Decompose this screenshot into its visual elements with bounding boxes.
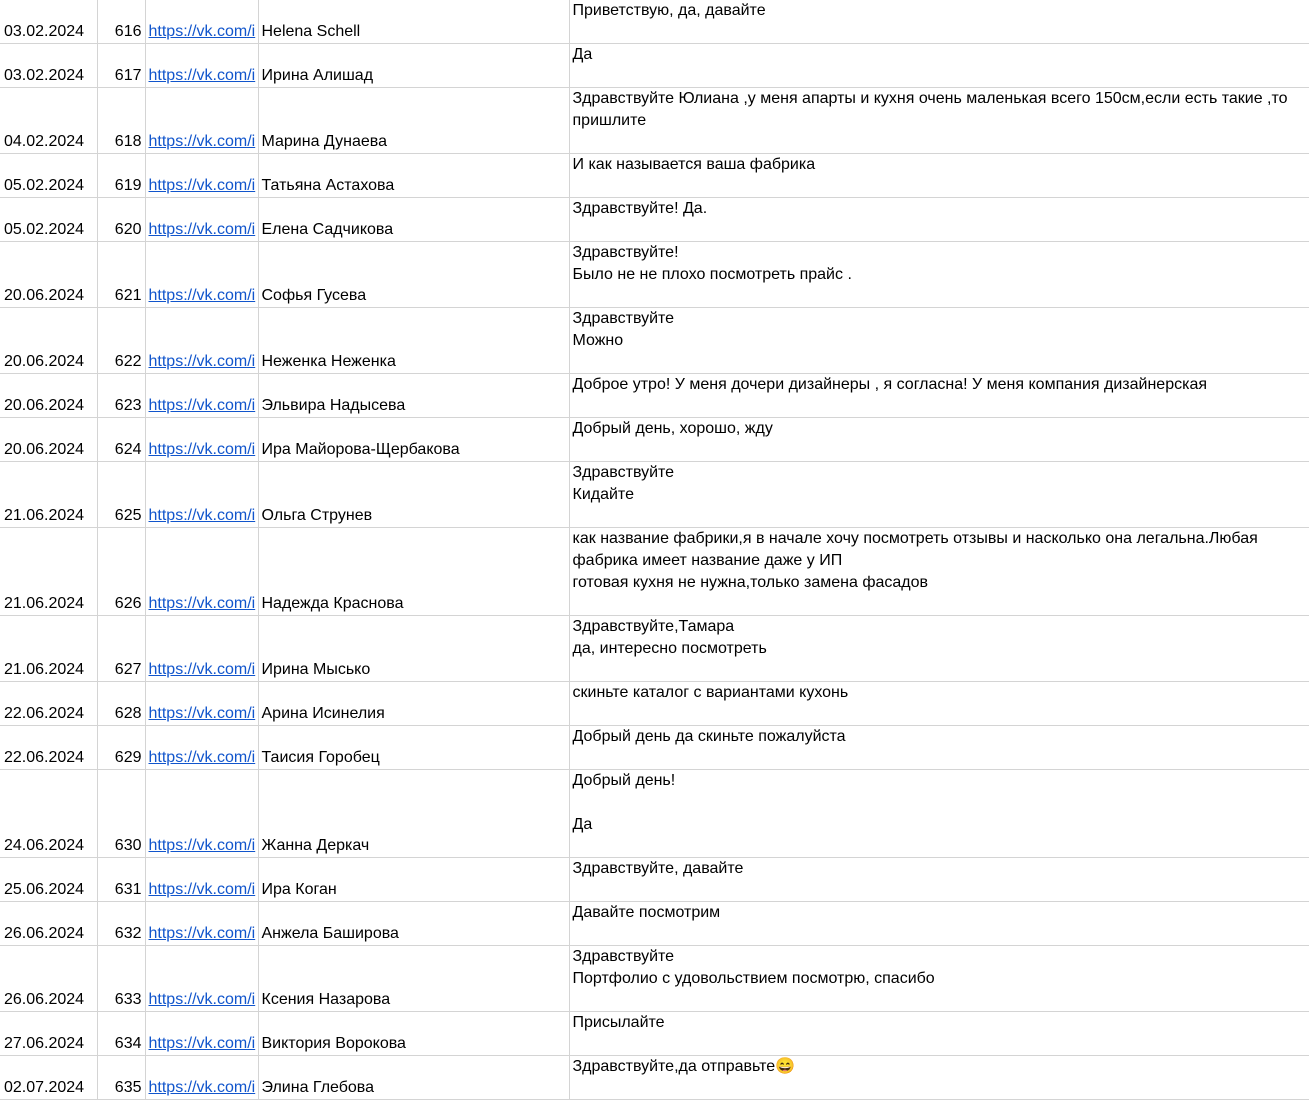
date-cell[interactable]: 22.06.2024 — [0, 726, 97, 770]
profile-link[interactable]: https://vk.com/i — [148, 705, 256, 722]
date-cell[interactable]: 25.06.2024 — [0, 858, 97, 902]
date-cell[interactable]: 26.06.2024 — [0, 946, 97, 1012]
profile-link[interactable]: https://vk.com/i — [148, 353, 256, 370]
table-row — [0, 726, 1309, 770]
date-cell[interactable]: 22.06.2024 — [0, 682, 97, 726]
name-cell[interactable]: Марина Дунаева — [258, 88, 569, 154]
number-cell[interactable]: 622 — [97, 308, 145, 374]
table-row — [0, 242, 1309, 308]
date-cell[interactable]: 26.06.2024 — [0, 902, 97, 946]
link-cell[interactable] — [145, 770, 258, 858]
link-cell[interactable] — [145, 198, 258, 242]
message-cell[interactable]: Давайте посмотрим — [569, 902, 1309, 946]
message-cell[interactable]: Присылайте — [569, 1012, 1309, 1056]
name-cell[interactable]: Елена Садчикова — [258, 198, 569, 242]
link-cell[interactable] — [145, 726, 258, 770]
link-cell[interactable] — [145, 0, 258, 44]
table-row — [0, 154, 1309, 198]
number-cell[interactable]: 618 — [97, 88, 145, 154]
table-row — [0, 1012, 1309, 1056]
date-cell[interactable]: 04.02.2024 — [0, 88, 97, 154]
name-cell[interactable]: Татьяна Астахова — [258, 154, 569, 198]
number-cell[interactable]: 619 — [97, 154, 145, 198]
date-cell[interactable]: 05.02.2024 — [0, 198, 97, 242]
name-cell[interactable]: Софья Гусева — [258, 242, 569, 308]
link-cell[interactable] — [145, 1056, 258, 1100]
message-cell[interactable]: Доброе утро! У меня дочери дизайнеры , я согласна! У меня компания дизайнерская — [569, 374, 1309, 418]
profile-link[interactable]: https://vk.com/i — [148, 397, 256, 414]
profile-link[interactable]: https://vk.com/i — [148, 133, 256, 150]
name-cell[interactable]: Helena Schell — [258, 0, 569, 44]
number-cell[interactable]: 632 — [97, 902, 145, 946]
link-cell[interactable] — [145, 242, 258, 308]
message-cell[interactable]: И как называется ваша фабрика — [569, 154, 1309, 198]
link-cell[interactable] — [145, 154, 258, 198]
link-cell[interactable] — [145, 418, 258, 462]
profile-link[interactable]: https://vk.com/i — [148, 749, 256, 766]
date-cell[interactable]: 21.06.2024 — [0, 616, 97, 682]
link-cell[interactable] — [145, 616, 258, 682]
number-cell[interactable]: 616 — [97, 0, 145, 44]
link-cell[interactable] — [145, 308, 258, 374]
message-cell[interactable]: скиньте каталог с вариантами кухонь — [569, 682, 1309, 726]
table-row — [0, 462, 1309, 528]
name-cell[interactable]: Арина Исинелия — [258, 682, 569, 726]
number-cell[interactable]: 631 — [97, 858, 145, 902]
number-cell[interactable]: 625 — [97, 462, 145, 528]
number-cell[interactable]: 629 — [97, 726, 145, 770]
name-cell[interactable]: Надежда Краснова — [258, 528, 569, 616]
name-cell[interactable]: Эльвира Надысева — [258, 374, 569, 418]
date-cell[interactable]: 24.06.2024 — [0, 770, 97, 858]
link-cell[interactable] — [145, 682, 258, 726]
number-cell[interactable]: 634 — [97, 1012, 145, 1056]
table-row — [0, 374, 1309, 418]
table-row — [0, 946, 1309, 1012]
profile-link[interactable]: https://vk.com/i — [148, 177, 256, 194]
name-cell[interactable]: Ира Майорова-Щербакова — [258, 418, 569, 462]
profile-link[interactable]: https://vk.com/i — [148, 23, 256, 40]
table-row — [0, 308, 1309, 374]
link-cell[interactable] — [145, 374, 258, 418]
number-cell[interactable]: 628 — [97, 682, 145, 726]
profile-link[interactable]: https://vk.com/i — [148, 1079, 256, 1096]
message-cell[interactable]: Здравствуйте Портфолио с удовольствием посмотрю, спасибо — [569, 946, 1309, 1012]
link-cell[interactable] — [145, 858, 258, 902]
link-cell[interactable] — [145, 946, 258, 1012]
table-row — [0, 770, 1309, 858]
number-cell[interactable]: 630 — [97, 770, 145, 858]
name-cell[interactable]: Неженка Неженка — [258, 308, 569, 374]
message-cell[interactable]: Здравствуйте! Да. — [569, 198, 1309, 242]
message-cell[interactable]: Здравствуйте! Было не не плохо посмотреть прайс . — [569, 242, 1309, 308]
link-cell[interactable] — [145, 902, 258, 946]
table-row — [0, 0, 1309, 44]
table-row — [0, 902, 1309, 946]
table-row — [0, 616, 1309, 682]
name-cell[interactable]: Ирина Алишад — [258, 44, 569, 88]
table-row — [0, 44, 1309, 88]
link-cell[interactable] — [145, 528, 258, 616]
date-cell[interactable]: 20.06.2024 — [0, 374, 97, 418]
profile-link[interactable]: https://vk.com/i — [148, 661, 256, 678]
date-cell[interactable]: 03.02.2024 — [0, 0, 97, 44]
name-cell[interactable]: Ирина Мысько — [258, 616, 569, 682]
message-cell[interactable]: Здравствуйте,да отправьте😄 — [569, 1056, 1309, 1100]
number-cell[interactable]: 621 — [97, 242, 145, 308]
number-cell[interactable]: 633 — [97, 946, 145, 1012]
date-cell[interactable]: 05.02.2024 — [0, 154, 97, 198]
profile-link[interactable]: https://vk.com/i — [148, 1035, 256, 1052]
profile-link[interactable]: https://vk.com/i — [148, 287, 256, 304]
link-cell[interactable] — [145, 88, 258, 154]
table-row — [0, 88, 1309, 154]
table-row — [0, 858, 1309, 902]
message-cell[interactable]: Добрый день, хорошо, жду — [569, 418, 1309, 462]
name-cell[interactable]: Анжела Баширова — [258, 902, 569, 946]
date-cell[interactable]: 20.06.2024 — [0, 308, 97, 374]
link-cell[interactable] — [145, 1012, 258, 1056]
date-cell[interactable]: 20.06.2024 — [0, 418, 97, 462]
message-cell[interactable]: Здравствуйте,Тамара да, интересно посмотреть — [569, 616, 1309, 682]
profile-link[interactable]: https://vk.com/i — [148, 441, 256, 458]
profile-link[interactable]: https://vk.com/i — [148, 67, 256, 84]
message-cell[interactable]: Приветствую, да, давайте — [569, 0, 1309, 44]
date-cell[interactable]: 27.06.2024 — [0, 1012, 97, 1056]
profile-link[interactable]: https://vk.com/i — [148, 925, 256, 942]
table-row — [0, 1056, 1309, 1100]
profile-link[interactable]: https://vk.com/i — [148, 991, 256, 1008]
number-cell[interactable]: 617 — [97, 44, 145, 88]
message-cell[interactable]: Добрый день да скиньте пожалуйста — [569, 726, 1309, 770]
date-cell[interactable]: 03.02.2024 — [0, 44, 97, 88]
link-cell[interactable] — [145, 44, 258, 88]
profile-link[interactable]: https://vk.com/i — [148, 507, 256, 524]
message-cell[interactable]: Здравствуйте, давайте — [569, 858, 1309, 902]
number-cell[interactable]: 624 — [97, 418, 145, 462]
name-cell[interactable]: Ольга Струнев — [258, 462, 569, 528]
name-cell[interactable]: Виктория Ворокова — [258, 1012, 569, 1056]
name-cell[interactable]: Ксения Назарова — [258, 946, 569, 1012]
number-cell[interactable]: 623 — [97, 374, 145, 418]
message-cell[interactable]: как название фабрики,я в начале хочу посмотреть отзывы и насколько она легальна.Любая фабрика имеет название даже у ИП готовая кухня не нужна,только замена фасадов — [569, 528, 1309, 616]
profile-link[interactable]: https://vk.com/i — [148, 221, 256, 238]
number-cell[interactable]: 626 — [97, 528, 145, 616]
name-cell[interactable]: Ира Коган — [258, 858, 569, 902]
table-row — [0, 682, 1309, 726]
date-cell[interactable]: 02.07.2024 — [0, 1056, 97, 1100]
name-cell[interactable]: Элина Глебова — [258, 1056, 569, 1100]
table-row — [0, 418, 1309, 462]
message-cell[interactable]: Здравствуйте Кидайте — [569, 462, 1309, 528]
number-cell[interactable]: 627 — [97, 616, 145, 682]
name-cell[interactable]: Таисия Горобец — [258, 726, 569, 770]
message-cell[interactable]: Да — [569, 44, 1309, 88]
number-cell[interactable]: 635 — [97, 1056, 145, 1100]
message-cell[interactable]: Добрый день! Да — [569, 770, 1309, 858]
number-cell[interactable]: 620 — [97, 198, 145, 242]
message-cell[interactable]: Здравствуйте Юлиана ,у меня апарты и кухня очень маленькая всего 150см,если есть такие ,то пришлите — [569, 88, 1309, 154]
date-cell[interactable]: 21.06.2024 — [0, 462, 97, 528]
date-cell[interactable]: 20.06.2024 — [0, 242, 97, 308]
table-row — [0, 198, 1309, 242]
table-row — [0, 528, 1309, 616]
profile-link[interactable]: https://vk.com/i — [148, 881, 256, 898]
date-cell[interactable]: 21.06.2024 — [0, 528, 97, 616]
message-cell[interactable]: Здравствуйте Можно — [569, 308, 1309, 374]
profile-link[interactable]: https://vk.com/i — [148, 837, 256, 854]
name-cell[interactable]: Жанна Деркач — [258, 770, 569, 858]
profile-link[interactable]: https://vk.com/i — [148, 595, 256, 612]
link-cell[interactable] — [145, 462, 258, 528]
